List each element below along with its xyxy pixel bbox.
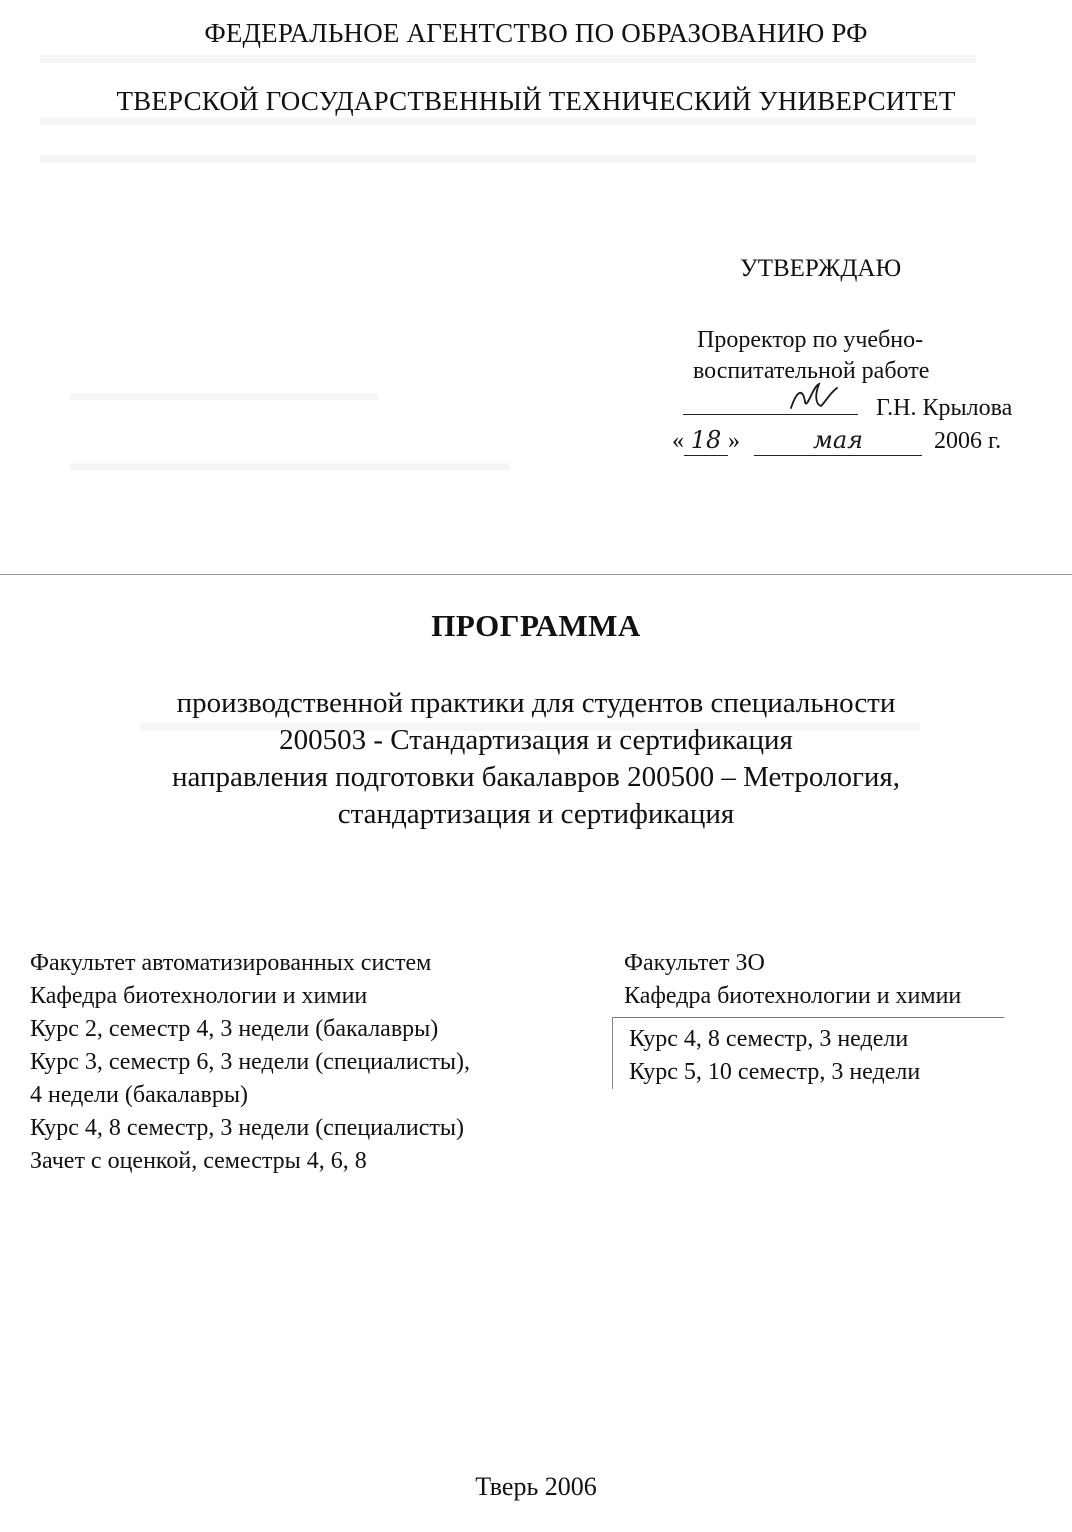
- date-close-quote: »: [728, 428, 740, 454]
- program-line-2: 200503 - Стандартизация и сертификация: [279, 724, 793, 756]
- bleed-through-texture: [70, 380, 378, 406]
- left-course-3-cont: 4 недели (бакалавры): [30, 1082, 248, 1108]
- program-line-3: направления подготовки бакалавров 200500 – Метрология,: [171, 761, 901, 793]
- right-course-4: Курс 4, 8 семестр, 3 недели: [629, 1026, 909, 1052]
- program-title: ПРОГРАММА: [431, 608, 641, 643]
- right-faculty: Факультет ЗО: [624, 950, 765, 976]
- signer-name: Г.Н. Крылова: [876, 395, 1013, 421]
- left-department: Кафедра биотехнологии и химии: [30, 983, 368, 1009]
- approval-date: [672, 425, 1001, 456]
- left-course-3: Курс 3, семестр 6, 3 недели (специалисты),: [30, 1049, 470, 1075]
- bleed-through-texture: [40, 140, 976, 170]
- approver-position-line1: Проректор по учебно-: [697, 327, 924, 353]
- university-heading: ТВЕРСКОЙ ГОСУДАРСТВЕННЫЙ ТЕХНИЧЕСКИЙ УНИВЕРСИТЕТ: [116, 86, 956, 116]
- left-course-4: Курс 4, 8 семестр, 3 недели (специалисты): [30, 1115, 464, 1141]
- left-course-2: Курс 2, семестр 4, 3 недели (бакалавры): [30, 1016, 439, 1042]
- approver-position-line2: воспитательной работе: [693, 358, 930, 384]
- approval-heading: УТВЕРЖДАЮ: [740, 255, 902, 282]
- sheet-fold-line: [0, 574, 1072, 575]
- signature-row: [683, 390, 1012, 423]
- footer-city-year: Тверь 2006: [475, 1472, 597, 1501]
- right-box-top-rule: [612, 1017, 1004, 1018]
- left-info-column: [30, 947, 470, 1178]
- left-faculty: Факультет автоматизированных систем: [30, 950, 432, 976]
- handwritten-signature: [785, 380, 845, 416]
- date-year: 2006 г.: [934, 428, 1002, 454]
- signature-line: [683, 390, 858, 415]
- agency-heading: ФЕДЕРАЛЬНОЕ АГЕНТСТВО ПО ОБРАЗОВАНИЮ РФ: [204, 18, 868, 48]
- right-box-left-rule: [612, 1017, 613, 1089]
- right-course-5: Курс 5, 10 семестр, 3 недели: [629, 1059, 921, 1085]
- date-day: 18: [684, 425, 728, 456]
- left-exam: Зачет с оценкой, семестры 4, 6, 8: [30, 1148, 367, 1174]
- right-info-column: [624, 947, 961, 1013]
- program-line-1: производственной практики для студентов специальности: [176, 687, 896, 719]
- date-open-quote: «: [672, 428, 684, 454]
- right-department: Кафедра биотехнологии и химии: [624, 983, 962, 1009]
- right-courses-box: [629, 1023, 920, 1089]
- date-month: мая: [754, 425, 922, 456]
- bleed-through-texture: [70, 450, 510, 476]
- program-line-4: стандартизация и сертификация: [337, 798, 735, 830]
